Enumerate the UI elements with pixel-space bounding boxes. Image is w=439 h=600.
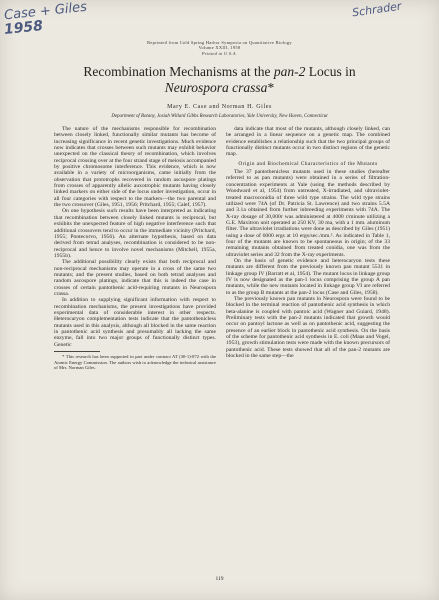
handwritten-note-year: 1958 <box>3 18 44 38</box>
left-column <box>54 126 216 371</box>
paragraph: The 37 pantothenicless mutants used in these studies (hereafter referred to as pan mutants) were obtained in a series of filtration-concentration experiments at Yale (using the methods described by Woodward et al, 1954) from untreated, X-irradiated, and ultraviolet-treated macroconidia of three wild type strains. The wild type strains utilized were 74A (of Dr. Patricia St. Lawrence) and two strains 5.5A and 3.1a obtained from further inbreeding experiments with 74A. The X-ray dosage of 30,000r was administered at 4000 r/minute utilizing a G.E. Maxitron unit operated at 250 KV, 30 ma, with a 1 mm. aluminum filter. The ultraviolet irradiations were done as described by Giles (1951) using a dose of 6000 ergs at 10 ergs/sec./mm.². As indicated in Table 1, four of the mutants are known to be spontaneous in origin; of the 33 remaining mutants obtained from treated conidia, one was from the ultraviolet series and 32 from the X-ray experiments. <box>226 169 390 258</box>
title-part-1: Recombination Mechanisms at the <box>83 64 274 79</box>
paragraph: The previously known pan mutants in Neurospora were found to be blocked in the terminal reaction of pantothenic acid synthesis in which beta-alanine is coupled with pantoic acid (Wagner and Guiard, 1948). Preliminary tests with the pan-2 mutants indicated that growth would occur on pantoyl lactone as well as on pantothenic acid, suggesting the presence of an earlier block in pantothenic acid synthesis. On the basis of the scheme for pantothenic acid synthesis in E. coli (Maas and Vogel, 1953), growth stimulation tests were made with the known precursors of pantothenic acid. These tests showed that all of the pan-2 mutants are blocked in the same step—the <box>226 296 390 360</box>
reprint-line-printed: Printed in U.S.A. <box>201 50 238 56</box>
paragraph: On the basis of genetic evidence and heterocaryon tests these mutants are different from the previously known pan mutant 5531 in linkage group IV (Barratt et al, 1954). The mutant locus in linkage group IV is now designated as the pan-1 locus comprising the group A pan mutants, while the new mutants located in linkage group VI are referred to as the group B mutants at the pan-2 locus (Case and Giles, 1958). <box>226 257 390 296</box>
reprint-header <box>0 40 439 56</box>
reprint-line-source: Reprinted from Cold Spring Harbor Symposia on Quantitative Biology <box>147 40 292 45</box>
right-column <box>226 126 390 359</box>
title-footnote-marker: * <box>267 80 275 95</box>
author-affiliation: Department of Botany, Josiah Willard Gibbs Research Laboratories, Yale University, New Haven, Connecticut <box>111 114 328 119</box>
section-heading: Origin and Biochemical Characteristics of the Mutants <box>238 160 378 167</box>
author-list: Mary E. Case and Norman H. Giles <box>167 104 272 110</box>
title-part-2: Locus in <box>305 64 356 79</box>
footnote-rule <box>54 351 100 352</box>
paragraph: data indicate that most of the mutants, although closely linked, can be arranged in a linear sequence on a genetic map. The combined evidence establishes a relationship such that the two principal groups of functionally distinct mutants occur in two distinct regions of the genetic map. <box>226 126 390 158</box>
handwritten-note-authors: Case + Giles <box>3 0 88 24</box>
paragraph: On one hypothesis such results have been interpreted as indicating that recombination between closely linked mutants is reciprocal, but exhibits the unexpected feature of high negative interference such that additional crossovers tend to occur in the immediate vicinity (Pritchard, 1955; Pontecorvo, 1956). An alternate hypothesis, based on data derived from tetrad analyses, recombination is considered to be non-reciprocal and hence to involve novel mechanisms (Mitchell, 1955a, 1955b). <box>54 208 216 259</box>
footnote: * This research has been supported in part under contract AT (30-1)-872 with the Atomic Energy Commission. The authors wish to acknowledge the technical assistance of Mrs. Norman Giles. <box>54 354 216 371</box>
reprint-line-volume: Volume XXIII, 1958 <box>198 45 241 51</box>
title-organism: Neurospora crassa <box>164 80 268 95</box>
page-number: 119 <box>215 576 224 582</box>
paragraph: The additional possibility clearly exists that both reciprocal and non-reciprocal mechanisms may operate in a cross of the same two mutants; and the present studies, based on both tetrad analyses and random ascospore platings, indicate that this is indeed the case in crosses of certain pantothenic acid-requiring mutants in Neurospora crassa. <box>54 259 216 297</box>
title-gene: pan-2 <box>273 64 306 79</box>
paragraph: In addition to supplying significant information with respect to recombination mechanisms, the present investigations have provided experimental data of considerable interest in other respects. Heterocaryon complementation tests indicate that the pantothenicless mutants used in this analysis, although all blocked in the same reaction in pantothenic acid synthesis and presumably all lacking the same enzyme, fall into two major groups of functionally distinct types. Genetic <box>54 297 216 348</box>
paragraph: The nature of the mechanisms responsible for recombination between closely linked, functionally similar mutants has become of increasing significance in recent genetic investigations. Much evidence now indicates that crosses between such mutants may exhibit behavior unexpected on the classical theory of recombination, which involves reciprocal crossing over at the four strand stage of meiosis accompanied by positive chromosome interference. This evidence, which is now available in a variety of microorganisms, came initially from the observation that prototrophs recovered in random ascospore platings from crosses of apparently allelic auxotrophic mutants having closely linked markers on either side of the locus under investigation, occur in all four categories with respect to the markers—the two parental and the two crossover (Giles, 1951, 1956; Pritchard, 1955; Calef, 1957). <box>54 126 216 209</box>
handwritten-note-name: Schrader <box>351 0 403 20</box>
paper-title <box>40 64 399 96</box>
